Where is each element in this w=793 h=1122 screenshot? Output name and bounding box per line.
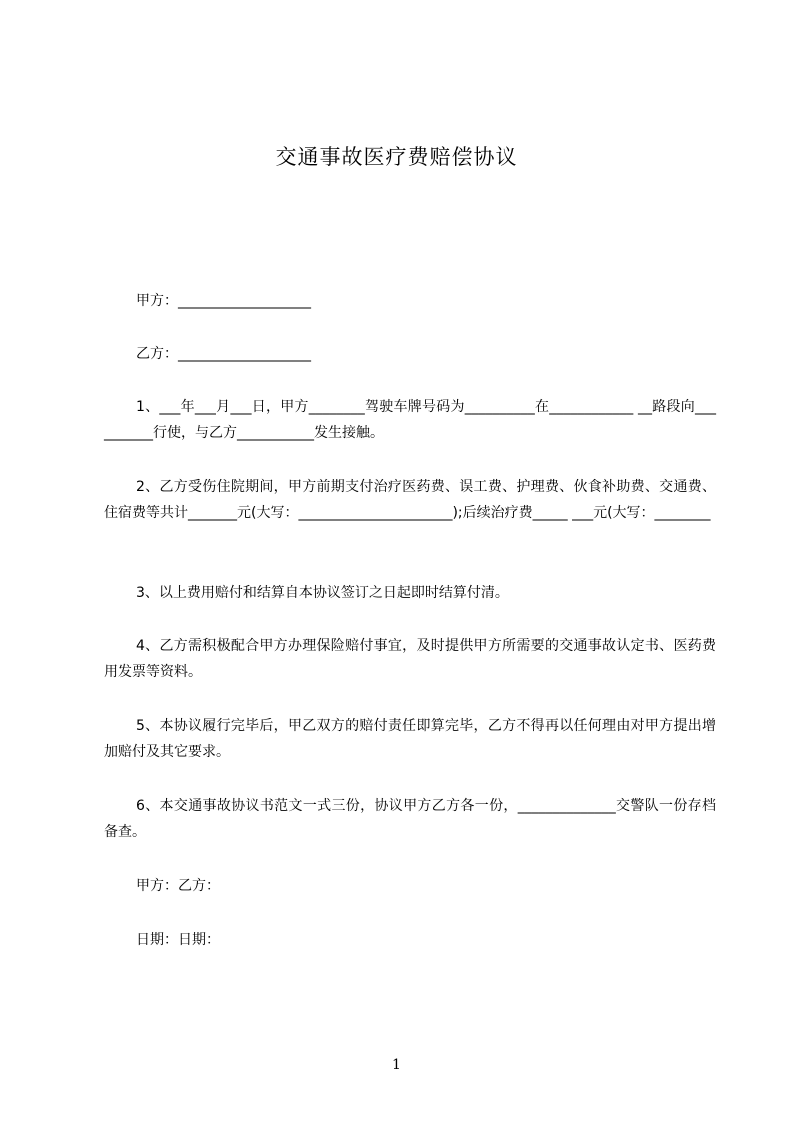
document-title: 交通事故医疗费赔偿协议	[275, 145, 518, 169]
clause-1: 1、___年___月___日，甲方________驾驶车牌号码为__________在____________ __路段向__________行使，与乙方___________发生接触。	[104, 399, 716, 441]
clause-5: 5、本协议履行完毕后，甲乙双方的赔付责任即算完毕，乙方不得再以任何理由对甲方提出增加赔付及其它要求。	[104, 718, 716, 760]
party-b-line: 乙方：___________________	[136, 346, 311, 362]
party-a-line: 甲方：___________________	[136, 293, 311, 309]
clause-6: 6、本交通事故协议书范文一式三份，协议甲方乙方各一份，______________交警队一份存档备查。	[104, 798, 716, 840]
signature-parties: 甲方：乙方：	[136, 878, 220, 894]
signature-dates: 日期：日期：	[136, 932, 220, 948]
page-number: 1	[392, 1057, 401, 1073]
clause-3: 3、以上费用赔付和结算自本协议签订之日起即时结算付清。	[136, 585, 509, 601]
clause-4: 4、乙方需积极配合甲方办理保险赔付事宜，及时提供甲方所需要的交通事故认定书、医药费用发票等资料。	[104, 638, 716, 680]
clause-2: 2、乙方受伤住院期间，甲方前期支付治疗医药费、误工费、护理费、伙食补助费、交通费、住宿费等共计_______元(大写：______________________);后续治疗费_____ ___元(大写：________	[104, 479, 716, 521]
